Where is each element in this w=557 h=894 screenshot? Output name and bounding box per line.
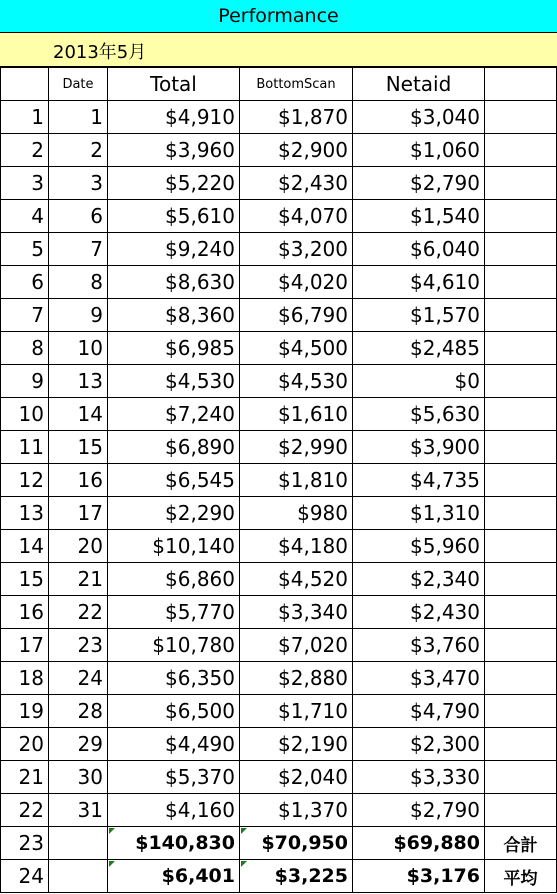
empty-cell[interactable] bbox=[485, 794, 557, 827]
table-row bbox=[1, 662, 557, 695]
date-cell[interactable]: 10 bbox=[49, 332, 108, 365]
bottomscan-cell[interactable]: $2,990 bbox=[240, 431, 353, 464]
total-cell[interactable]: $3,960 bbox=[108, 134, 240, 167]
netaid-cell[interactable]: $4,610 bbox=[353, 266, 485, 299]
table-row bbox=[1, 431, 557, 464]
netaid-cell[interactable]: $1,570 bbox=[353, 299, 485, 332]
sheet-title: Performance bbox=[218, 5, 339, 27]
row-index-cell[interactable]: 20 bbox=[1, 728, 49, 761]
summary-label-cell[interactable]: 平均 bbox=[485, 860, 557, 893]
total-cell[interactable]: $4,910 bbox=[108, 101, 240, 134]
date-cell[interactable]: 31 bbox=[49, 794, 108, 827]
row-index-cell[interactable]: 2 bbox=[1, 134, 49, 167]
total-cell[interactable]: $2,290 bbox=[108, 497, 240, 530]
netaid-cell[interactable]: $6,040 bbox=[353, 233, 485, 266]
date-cell[interactable]: 8 bbox=[49, 266, 108, 299]
header-index-cell[interactable] bbox=[1, 68, 49, 101]
month-cell[interactable] bbox=[0, 33, 557, 67]
header-date[interactable]: Date bbox=[49, 68, 108, 101]
row-index-cell[interactable]: 16 bbox=[1, 596, 49, 629]
bottomscan-cell[interactable]: $4,530 bbox=[240, 365, 353, 398]
date-cell[interactable]: 22 bbox=[49, 596, 108, 629]
total-cell[interactable]: $5,770 bbox=[108, 596, 240, 629]
table-row bbox=[1, 464, 557, 497]
date-cell[interactable]: 28 bbox=[49, 695, 108, 728]
row-index-cell[interactable]: 14 bbox=[1, 530, 49, 563]
row-index-cell[interactable]: 1 bbox=[1, 101, 49, 134]
total-cell[interactable]: $6,860 bbox=[108, 563, 240, 596]
total-cell[interactable]: $9,240 bbox=[108, 233, 240, 266]
summary-total-cell[interactable]: $140,830 bbox=[108, 827, 240, 860]
bottomscan-cell[interactable]: $4,520 bbox=[240, 563, 353, 596]
table-row bbox=[1, 629, 557, 662]
bottomscan-cell[interactable]: $2,040 bbox=[240, 761, 353, 794]
date-cell[interactable]: 17 bbox=[49, 497, 108, 530]
date-cell[interactable]: 1 bbox=[49, 101, 108, 134]
month-label: 2013年5月 bbox=[53, 42, 147, 63]
netaid-cell[interactable]: $5,960 bbox=[353, 530, 485, 563]
table-row bbox=[1, 695, 557, 728]
row-index-cell[interactable]: 21 bbox=[1, 761, 49, 794]
table-row bbox=[1, 299, 557, 332]
date-cell[interactable]: 21 bbox=[49, 563, 108, 596]
empty-cell[interactable] bbox=[485, 365, 557, 398]
total-cell[interactable]: $4,490 bbox=[108, 728, 240, 761]
empty-date-cell[interactable] bbox=[49, 827, 108, 860]
table-row bbox=[1, 233, 557, 266]
header-empty-cell[interactable] bbox=[485, 68, 557, 101]
row-index-cell[interactable]: 3 bbox=[1, 167, 49, 200]
bottomscan-cell[interactable]: $4,020 bbox=[240, 266, 353, 299]
summary-bottomscan-cell[interactable]: $3,225 bbox=[240, 860, 353, 893]
bottomscan-cell[interactable]: $3,340 bbox=[240, 596, 353, 629]
row-index-cell[interactable]: 24 bbox=[1, 860, 49, 893]
empty-cell[interactable] bbox=[485, 596, 557, 629]
empty-cell[interactable] bbox=[485, 761, 557, 794]
summary-label-cell[interactable]: 合計 bbox=[485, 827, 557, 860]
table-row bbox=[1, 398, 557, 431]
date-cell[interactable]: 24 bbox=[49, 662, 108, 695]
bottomscan-cell[interactable]: $1,810 bbox=[240, 464, 353, 497]
row-index-cell[interactable]: 22 bbox=[1, 794, 49, 827]
row-index-cell[interactable]: 5 bbox=[1, 233, 49, 266]
bottomscan-cell[interactable]: $4,180 bbox=[240, 530, 353, 563]
table-row bbox=[1, 266, 557, 299]
empty-cell[interactable] bbox=[485, 695, 557, 728]
netaid-cell[interactable]: $2,430 bbox=[353, 596, 485, 629]
netaid-cell[interactable]: $5,630 bbox=[353, 398, 485, 431]
row-index-cell[interactable]: 15 bbox=[1, 563, 49, 596]
row-index-cell[interactable]: 18 bbox=[1, 662, 49, 695]
netaid-cell[interactable]: $3,470 bbox=[353, 662, 485, 695]
table-row bbox=[1, 794, 557, 827]
netaid-cell[interactable]: $3,040 bbox=[353, 101, 485, 134]
date-cell[interactable]: 14 bbox=[49, 398, 108, 431]
total-cell[interactable]: $6,545 bbox=[108, 464, 240, 497]
table-row bbox=[1, 167, 557, 200]
table-row bbox=[1, 761, 557, 794]
header-netaid[interactable]: Netaid bbox=[353, 68, 485, 101]
bottomscan-cell[interactable]: $3,200 bbox=[240, 233, 353, 266]
bottomscan-cell[interactable]: $4,500 bbox=[240, 332, 353, 365]
empty-cell[interactable] bbox=[485, 728, 557, 761]
netaid-cell[interactable]: $2,340 bbox=[353, 563, 485, 596]
empty-date-cell[interactable] bbox=[49, 860, 108, 893]
row-index-cell[interactable]: 4 bbox=[1, 200, 49, 233]
total-cell[interactable]: $10,140 bbox=[108, 530, 240, 563]
date-cell[interactable]: 15 bbox=[49, 431, 108, 464]
empty-cell[interactable] bbox=[485, 167, 557, 200]
table-row bbox=[1, 596, 557, 629]
row-index-cell[interactable]: 9 bbox=[1, 365, 49, 398]
bottomscan-cell[interactable]: $2,430 bbox=[240, 167, 353, 200]
bottomscan-cell[interactable]: $980 bbox=[240, 497, 353, 530]
table-row bbox=[1, 497, 557, 530]
average-summary-row bbox=[1, 860, 557, 893]
bottomscan-cell[interactable]: $1,370 bbox=[240, 794, 353, 827]
empty-cell[interactable] bbox=[485, 200, 557, 233]
empty-cell[interactable] bbox=[485, 299, 557, 332]
summary-bottomscan-cell[interactable]: $70,950 bbox=[240, 827, 353, 860]
date-cell[interactable]: 29 bbox=[49, 728, 108, 761]
table-row bbox=[1, 728, 557, 761]
row-index-cell[interactable]: 12 bbox=[1, 464, 49, 497]
netaid-cell[interactable]: $1,540 bbox=[353, 200, 485, 233]
row-index-cell[interactable]: 6 bbox=[1, 266, 49, 299]
netaid-cell[interactable]: $2,790 bbox=[353, 794, 485, 827]
total-cell[interactable]: $5,370 bbox=[108, 761, 240, 794]
row-index-cell[interactable]: 10 bbox=[1, 398, 49, 431]
title-cell[interactable] bbox=[0, 0, 557, 33]
row-index-cell[interactable]: 8 bbox=[1, 332, 49, 365]
total-cell[interactable]: $4,160 bbox=[108, 794, 240, 827]
bottomscan-cell[interactable]: $1,710 bbox=[240, 695, 353, 728]
empty-cell[interactable] bbox=[485, 398, 557, 431]
bottomscan-cell[interactable]: $4,070 bbox=[240, 200, 353, 233]
total-cell[interactable]: $5,610 bbox=[108, 200, 240, 233]
row-index-cell[interactable]: 11 bbox=[1, 431, 49, 464]
date-cell[interactable]: 20 bbox=[49, 530, 108, 563]
row-index-cell[interactable]: 17 bbox=[1, 629, 49, 662]
date-cell[interactable]: 6 bbox=[49, 200, 108, 233]
netaid-cell[interactable]: $0 bbox=[353, 365, 485, 398]
bottomscan-cell[interactable]: $2,880 bbox=[240, 662, 353, 695]
summary-netaid-cell[interactable]: $3,176 bbox=[353, 860, 485, 893]
row-index-cell[interactable]: 23 bbox=[1, 827, 49, 860]
empty-cell[interactable] bbox=[485, 629, 557, 662]
empty-cell[interactable] bbox=[485, 233, 557, 266]
table-row bbox=[1, 101, 557, 134]
date-cell[interactable]: 3 bbox=[49, 167, 108, 200]
table-row bbox=[1, 332, 557, 365]
total-cell[interactable]: $6,350 bbox=[108, 662, 240, 695]
total-cell[interactable]: $4,530 bbox=[108, 365, 240, 398]
header-row bbox=[1, 68, 557, 101]
date-cell[interactable]: 13 bbox=[49, 365, 108, 398]
empty-cell[interactable] bbox=[485, 563, 557, 596]
date-cell[interactable]: 7 bbox=[49, 233, 108, 266]
netaid-cell[interactable]: $2,790 bbox=[353, 167, 485, 200]
header-total[interactable]: Total bbox=[108, 68, 240, 101]
total-cell[interactable]: $6,985 bbox=[108, 332, 240, 365]
summary-netaid-cell[interactable]: $69,880 bbox=[353, 827, 485, 860]
empty-cell[interactable] bbox=[485, 431, 557, 464]
total-cell[interactable]: $7,240 bbox=[108, 398, 240, 431]
empty-cell[interactable] bbox=[485, 266, 557, 299]
netaid-cell[interactable]: $1,060 bbox=[353, 134, 485, 167]
date-cell[interactable]: 16 bbox=[49, 464, 108, 497]
bottomscan-cell[interactable]: $7,020 bbox=[240, 629, 353, 662]
netaid-cell[interactable]: $4,735 bbox=[353, 464, 485, 497]
empty-cell[interactable] bbox=[485, 332, 557, 365]
bottomscan-cell[interactable]: $6,790 bbox=[240, 299, 353, 332]
empty-cell[interactable] bbox=[485, 662, 557, 695]
table-row bbox=[1, 563, 557, 596]
empty-cell[interactable] bbox=[485, 530, 557, 563]
netaid-cell[interactable]: $4,790 bbox=[353, 695, 485, 728]
empty-cell[interactable] bbox=[485, 464, 557, 497]
netaid-cell[interactable]: $3,760 bbox=[353, 629, 485, 662]
bottomscan-cell[interactable]: $2,190 bbox=[240, 728, 353, 761]
table-row bbox=[1, 134, 557, 167]
total-cell[interactable]: $5,220 bbox=[108, 167, 240, 200]
total-cell[interactable]: $6,890 bbox=[108, 431, 240, 464]
total-cell[interactable]: $10,780 bbox=[108, 629, 240, 662]
table-row bbox=[1, 200, 557, 233]
empty-cell[interactable] bbox=[485, 134, 557, 167]
summary-total-cell[interactable]: $6,401 bbox=[108, 860, 240, 893]
total-cell[interactable]: $6,500 bbox=[108, 695, 240, 728]
netaid-cell[interactable]: $2,300 bbox=[353, 728, 485, 761]
row-index-cell[interactable]: 13 bbox=[1, 497, 49, 530]
bottomscan-cell[interactable]: $2,900 bbox=[240, 134, 353, 167]
netaid-cell[interactable]: $3,900 bbox=[353, 431, 485, 464]
bottomscan-cell[interactable]: $1,610 bbox=[240, 398, 353, 431]
total-cell[interactable]: $8,360 bbox=[108, 299, 240, 332]
netaid-cell[interactable]: $3,330 bbox=[353, 761, 485, 794]
date-cell[interactable]: 30 bbox=[49, 761, 108, 794]
date-cell[interactable]: 9 bbox=[49, 299, 108, 332]
bottomscan-cell[interactable]: $1,870 bbox=[240, 101, 353, 134]
table-row bbox=[1, 365, 557, 398]
netaid-cell[interactable]: $2,485 bbox=[353, 332, 485, 365]
empty-cell[interactable] bbox=[485, 497, 557, 530]
date-cell[interactable]: 23 bbox=[49, 629, 108, 662]
table-row bbox=[1, 530, 557, 563]
header-bottomscan[interactable]: BottomScan bbox=[240, 68, 353, 101]
date-cell[interactable]: 2 bbox=[49, 134, 108, 167]
empty-cell[interactable] bbox=[485, 101, 557, 134]
row-index-cell[interactable]: 7 bbox=[1, 299, 49, 332]
total-cell[interactable]: $8,630 bbox=[108, 266, 240, 299]
row-index-cell[interactable]: 19 bbox=[1, 695, 49, 728]
netaid-cell[interactable]: $1,310 bbox=[353, 497, 485, 530]
total-summary-row bbox=[1, 827, 557, 860]
data-table bbox=[0, 67, 557, 893]
